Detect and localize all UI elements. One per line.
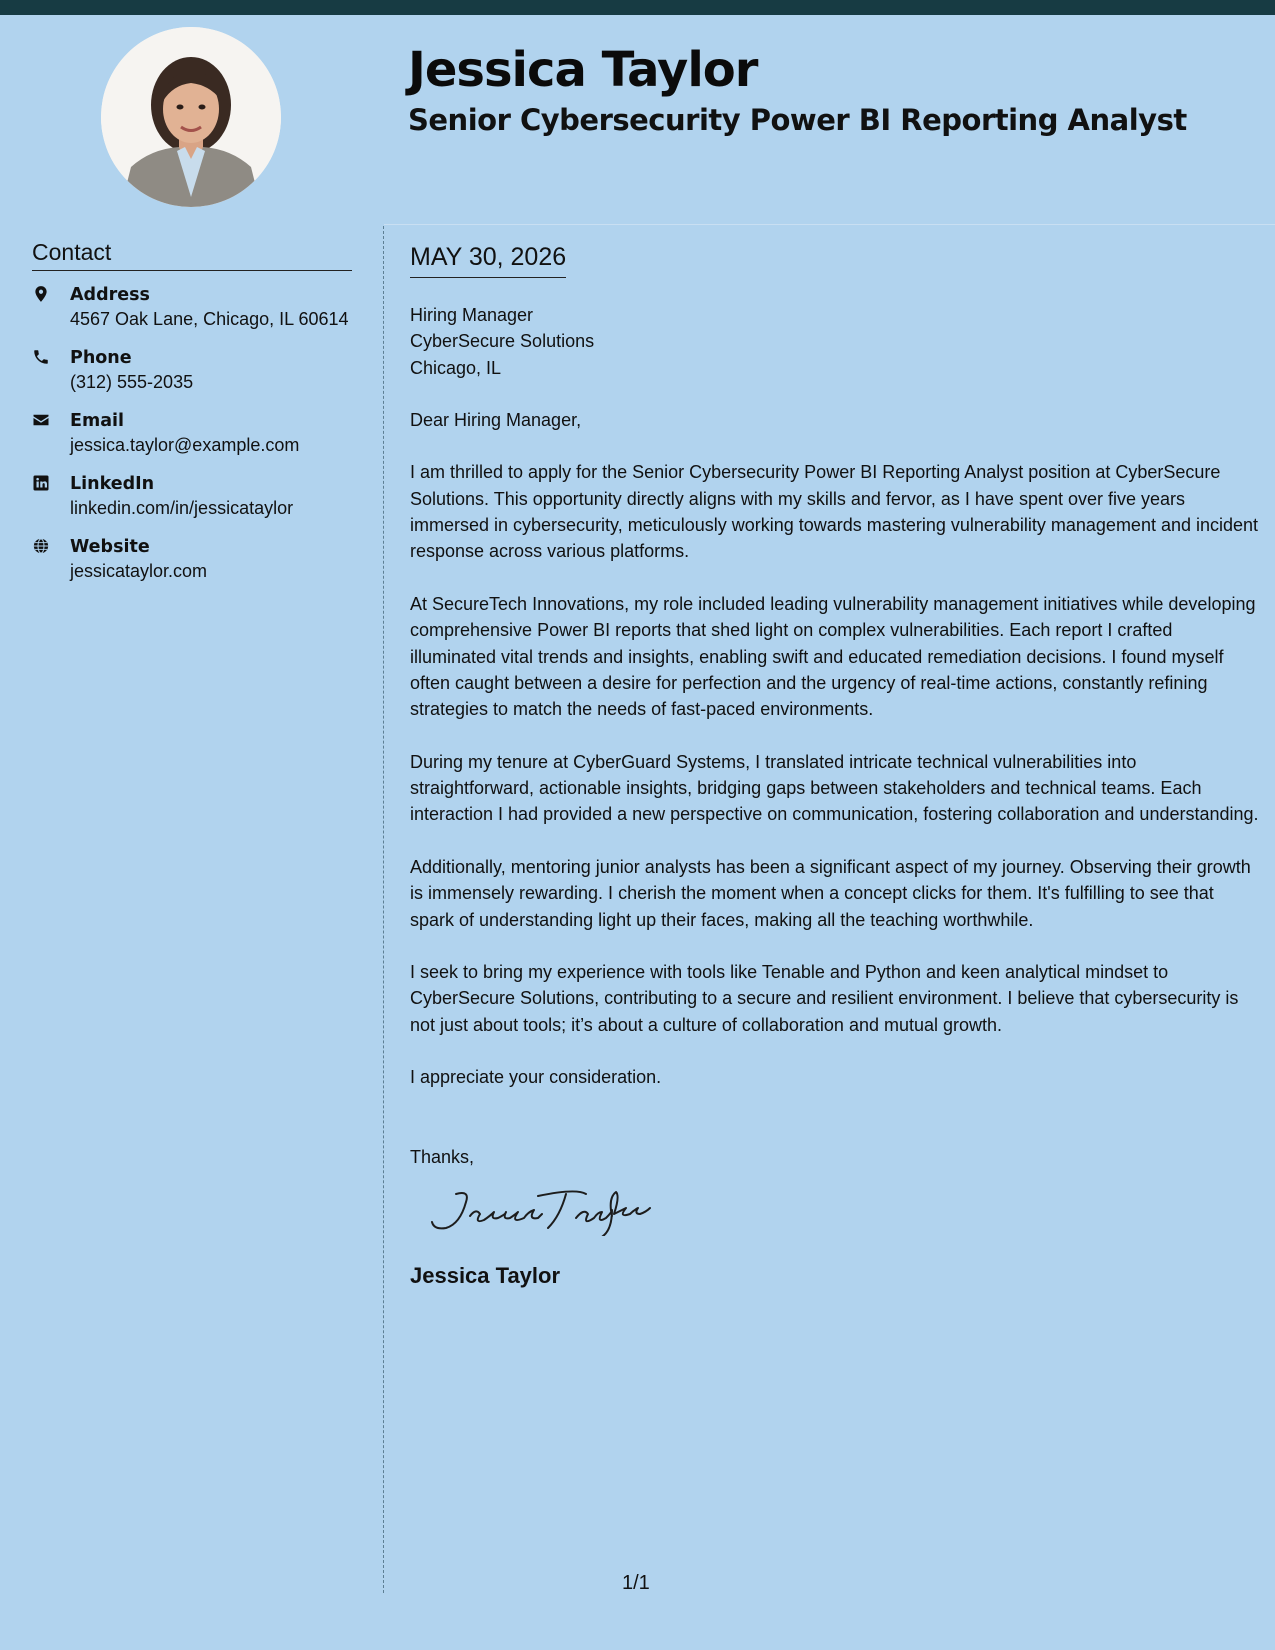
recipient-line: Hiring Manager <box>410 305 534 325</box>
contact-value: (312) 555-2035 <box>70 372 194 392</box>
globe-icon <box>32 535 70 584</box>
closing: Thanks, <box>410 1146 475 1167</box>
letter-date: MAY 30, 2026 <box>410 243 566 278</box>
letter-paragraph: I am thrilled to apply for the Senior Cybersecurity Power BI Reporting Analyst position at CyberSecure Solutions. This opportunity directly aligns with my skills and fervor, as I have spent over five years immersed in cybersecurity, meticulously working towards mastering vulnerability management and incident response across various platforms. <box>410 462 1259 562</box>
contact-item-address <box>32 283 362 332</box>
page-number: 1/1 <box>622 1572 650 1594</box>
contact-value: 4567 Oak Lane, Chicago, IL 60614 <box>70 309 349 329</box>
contact-heading: Contact <box>32 239 352 271</box>
contact-label: Email <box>70 411 124 431</box>
letter-paragraph: I seek to bring my experience with tools like Tenable and Python and keen analytical mindset to CyberSecure Solutions, contributing to a secure and resilient environment. I believe that cybersecurity is not just about tools; it’s about a culture of collaboration and mutual growth. <box>410 962 1239 1035</box>
contact-list <box>32 283 362 598</box>
phone-icon <box>32 346 70 395</box>
letter-paragraph: Additionally, mentoring junior analysts has been a significant aspect of my journey. Observing their growth is immensely rewarding. I cherish the moment when a concept clicks for them. It's fulfilling to see that spark of understanding light up their faces, making all the teaching worthwhile. <box>410 856 1251 930</box>
letter-body <box>410 302 1260 1290</box>
salutation: Dear Hiring Manager, <box>410 409 582 430</box>
letter-paragraph: At SecureTech Innovations, my role included leading vulnerability management initiatives while developing comprehensive Power BI reports that shed light on complex vulnerabilities. Each report I crafted illuminated vital trends and insights, enabling swift and educated remediation decisions. I found myself often caught between a desire for perfection and the urgency of real-time actions, constantly refining strategies to match the needs of fast-paced environments. <box>410 593 1256 720</box>
map-pin-icon <box>32 283 70 332</box>
profile-photo <box>101 27 281 207</box>
handwritten-signature <box>426 1186 1260 1243</box>
contact-label: LinkedIn <box>70 474 155 494</box>
column-divider <box>383 226 384 1593</box>
signer-name: Jessica Taylor <box>410 1263 561 1289</box>
recipient-line: Chicago, IL <box>410 357 502 378</box>
recipient-line: CyberSecure Solutions <box>410 331 595 352</box>
envelope-icon <box>32 409 70 458</box>
top-bar <box>0 0 1275 15</box>
header-divider <box>384 224 1275 225</box>
contact-item-email <box>32 409 362 458</box>
contact-value[interactable]: jessicataylor.com <box>70 561 208 581</box>
letter-paragraph: During my tenure at CyberGuard Systems, I translated intricate technical vulnerabilities into straightforward, actionable insights, bridging gaps between stakeholders and technical teams. Each interaction I had provided a new perspective on communication, fostering collaboration and understanding. <box>410 751 1259 825</box>
contact-value[interactable]: jessica.taylor@example.com <box>70 435 300 455</box>
contact-label: Website <box>70 537 150 557</box>
contact-value[interactable]: linkedin.com/in/jessicataylor <box>70 498 294 518</box>
candidate-name: Jessica Taylor <box>408 42 758 98</box>
contact-item-linkedin <box>32 472 362 521</box>
contact-item-website <box>32 535 362 584</box>
contact-label: Address <box>70 285 150 305</box>
letter-paragraph: I appreciate your consideration. <box>410 1067 662 1088</box>
contact-label: Phone <box>70 348 132 368</box>
recipient-block <box>410 302 1260 381</box>
contact-item-phone <box>32 346 362 395</box>
candidate-title: Senior Cybersecurity Power BI Reporting Analyst <box>408 103 1187 137</box>
linkedin-icon <box>32 472 70 521</box>
